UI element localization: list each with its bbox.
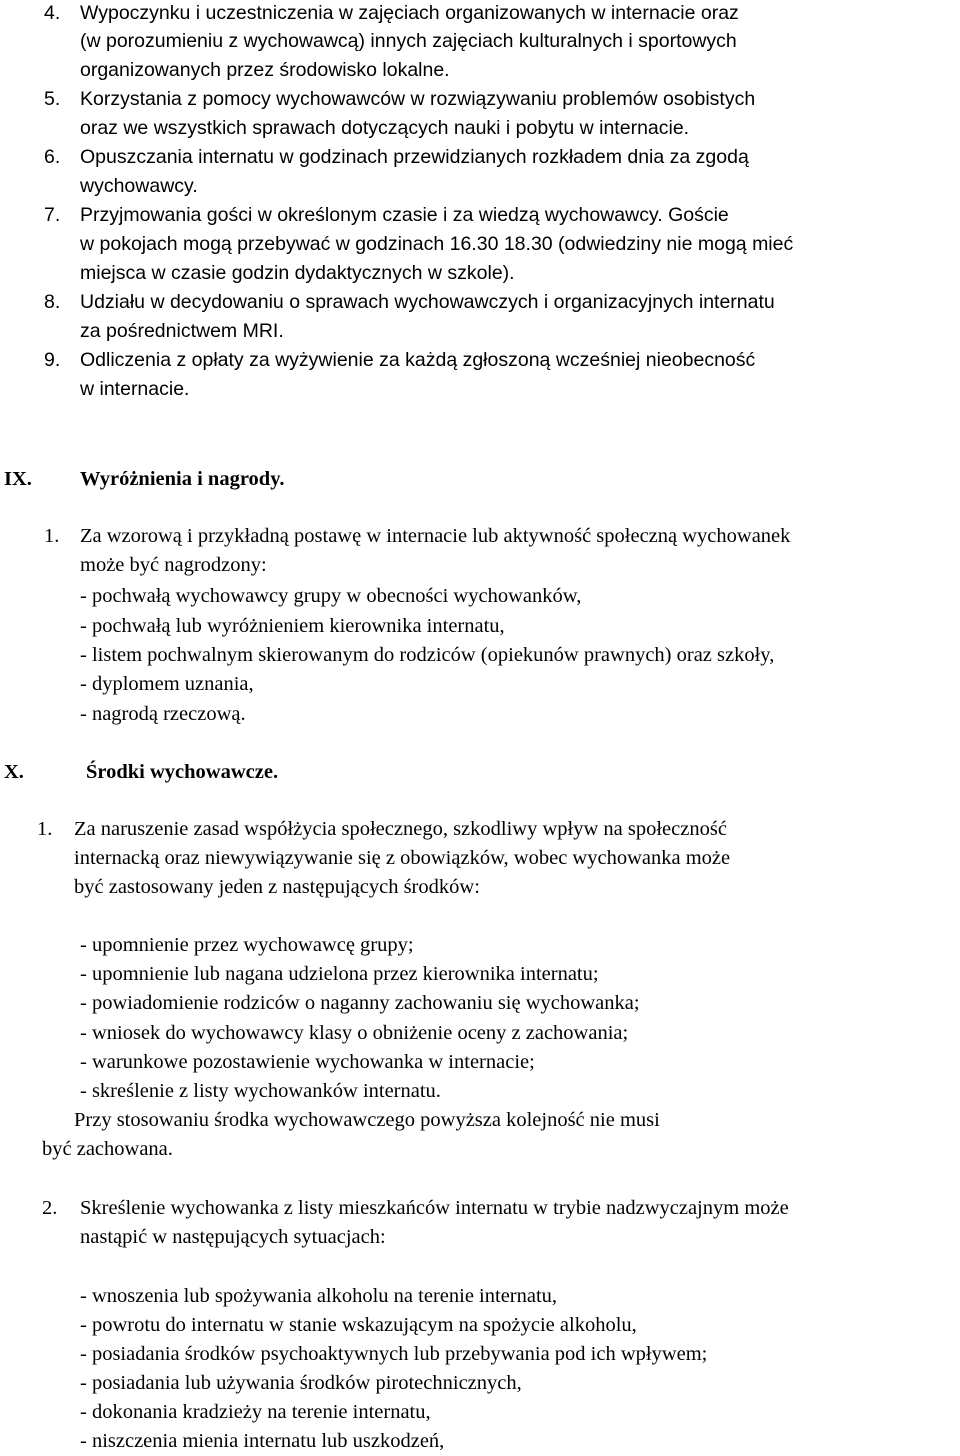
item-text-line: organizowanych przez środowisko lokalne. <box>80 59 450 81</box>
list-item: - skreślenie z listy wychowanków internatu. <box>80 1080 441 1102</box>
list-item: - pochwałą lub wyróżnieniem kierownika internatu, <box>80 615 505 637</box>
item-text-line: Odliczenia z opłaty za wyżywienie za każdą zgłoszoną wcześniej nieobecność <box>80 349 756 371</box>
list-item: - warunkowe pozostawienie wychowanka w internacie; <box>80 1051 535 1073</box>
section-numeral: X. <box>4 761 24 783</box>
item-text-line: w internacie. <box>80 378 190 400</box>
list-item: - niszczenia mienia internatu lub uszkodzeń, <box>80 1430 445 1452</box>
section-title: Środki wychowawcze. <box>86 761 279 783</box>
item-number: 2. <box>42 1197 58 1219</box>
section-numeral: IX. <box>4 468 32 490</box>
item-text-line: Udziału w decydowaniu o sprawach wychowawczych i organizacyjnych internatu <box>80 291 775 313</box>
item-text-line: w pokojach mogą przebywać w godzinach 16.30 18.30 (odwiedziny nie mogą mieć <box>80 233 794 255</box>
note-line: być zachowana. <box>42 1138 173 1160</box>
item-text-line: wychowawcy. <box>80 175 198 197</box>
list-item: - upomnienie przez wychowawcę grupy; <box>80 934 414 956</box>
item-text-line: nastąpić w następujących sytuacjach: <box>80 1226 386 1248</box>
item-number: 1. <box>37 818 53 840</box>
section-title: Wyróżnienia i nagrody. <box>80 468 285 490</box>
item-text-line: oraz we wszystkich sprawach dotyczących nauki i pobytu w internacie. <box>80 117 690 139</box>
list-item: - powrotu do internatu w stanie wskazującym na spożycie alkoholu, <box>80 1314 637 1336</box>
list-item: - wnoszenia lub spożywania alkoholu na terenie internatu, <box>80 1285 558 1307</box>
item-text-line: (w porozumieniu z wychowawcą) innych zajęciach kulturalnych i sportowych <box>80 30 737 52</box>
item-number: 4. <box>44 2 61 24</box>
item-number: 1. <box>44 525 60 547</box>
item-text-line: Za naruszenie zasad współżycia społecznego, szkodliwy wpływ na społeczność <box>74 818 727 840</box>
item-text-line: miejsca w czasie godzin dydaktycznych w szkole). <box>80 262 515 284</box>
list-item: - listem pochwalnym skierowanym do rodziców (opiekunów prawnych) oraz szkoły, <box>80 644 775 666</box>
list-item: - pochwałą wychowawcy grupy w obecności wychowanków, <box>80 585 582 607</box>
item-number: 8. <box>44 291 61 313</box>
item-text-line: za pośrednictwem MRI. <box>80 320 284 342</box>
item-number: 5. <box>44 88 61 110</box>
item-number: 6. <box>44 146 61 168</box>
list-item: - posiadania środków psychoaktywnych lub przebywania pod ich wpływem; <box>80 1343 708 1365</box>
list-item: - dokonania kradzieży na terenie internatu, <box>80 1401 431 1423</box>
item-text-line: może być nagrodzony: <box>80 554 267 576</box>
item-text-line: internacką oraz niewywiązywanie się z obowiązków, wobec wychowanka może <box>74 847 731 869</box>
item-number: 7. <box>44 204 61 226</box>
note-line: Przy stosowaniu środka wychowawczego powyższa kolejność nie musi <box>74 1109 660 1131</box>
list-item: - powiadomienie rodziców o naganny zachowaniu się wychowanka; <box>80 992 640 1014</box>
item-text-line: być zastosowany jeden z następujących środków: <box>74 876 480 898</box>
item-text-line: Skreślenie wychowanka z listy mieszkańców internatu w trybie nadzwyczajnym może <box>80 1197 789 1219</box>
list-item: - wniosek do wychowawcy klasy o obniżenie oceny z zachowania; <box>80 1022 629 1044</box>
list-item: - nagrodą rzeczową. <box>80 703 246 725</box>
item-number: 9. <box>44 349 61 371</box>
item-text-line: Wypoczynku i uczestniczenia w zajęciach organizowanych w internacie oraz <box>80 2 739 24</box>
list-item: - posiadania lub używania środków pirotechnicznych, <box>80 1372 522 1394</box>
item-text-line: Opuszczania internatu w godzinach przewidzianych rozkładem dnia za zgodą <box>80 146 749 168</box>
list-item: - dyplomem uznania, <box>80 673 254 695</box>
item-text-line: Korzystania z pomocy wychowawców w rozwiązywaniu problemów osobistych <box>80 88 756 110</box>
item-text-line: Za wzorową i przykładną postawę w internacie lub aktywność społeczną wychowanek <box>80 525 791 547</box>
list-item: - upomnienie lub nagana udzielona przez kierownika internatu; <box>80 963 599 985</box>
item-text-line: Przyjmowania gości w określonym czasie i za wiedzą wychowawcy. Goście <box>80 204 729 226</box>
